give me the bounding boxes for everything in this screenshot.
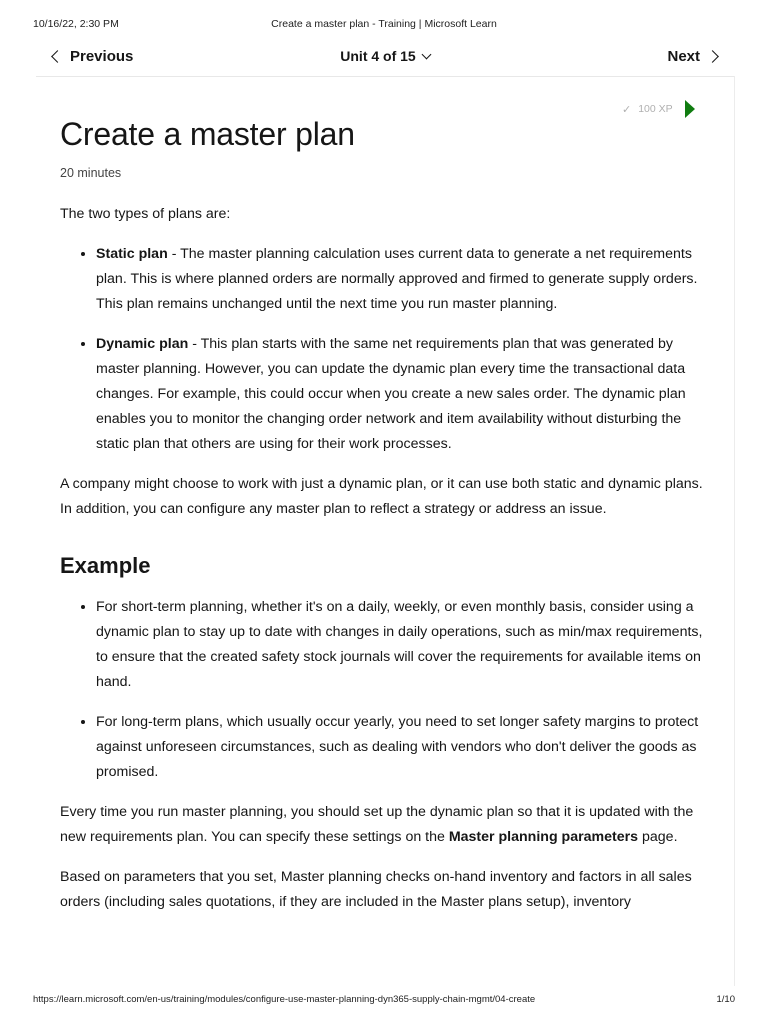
next-button[interactable] xyxy=(667,48,720,65)
list-item xyxy=(96,242,716,317)
article-body xyxy=(60,202,716,930)
paragraph-text: page. xyxy=(638,829,678,845)
play-icon xyxy=(685,100,695,118)
plan-term: Dynamic plan xyxy=(96,336,189,352)
page-number: 1/10 xyxy=(716,994,735,1005)
plan-description: - The master planning calculation uses current data to generate a net requirements plan. This is where planned orders are normally approved and firmed to generate supply orders. This plan remains unchanged until the next time you run master planning. xyxy=(96,246,698,312)
page-title: Create a master plan xyxy=(60,116,355,152)
parameters-page-name: Master planning parameters xyxy=(448,829,639,845)
unit-indicator: Unit 4 of 15 xyxy=(340,48,416,64)
next-label: Next xyxy=(667,48,700,65)
plan-term: Static plan xyxy=(96,246,168,262)
print-page-title: Create a master plan - Training | Microsoft Learn xyxy=(271,18,497,30)
chevron-right-icon xyxy=(706,50,719,63)
content-divider xyxy=(734,76,735,986)
examples-list xyxy=(60,595,716,785)
chevron-down-icon xyxy=(421,50,431,60)
unit-selector[interactable] xyxy=(340,48,429,64)
list-item: • For short-term planning, whether it's on a daily, weekly, or even monthly basis, consider using a dynamic plan to stay up to date with changes in daily operations, such as min/max requirements, to ensure that the created safety stock journals will cover the requirements for available items on hand. xyxy=(96,595,716,695)
xp-progress xyxy=(622,100,695,118)
unit-navigation xyxy=(36,44,734,77)
plan-types-list xyxy=(60,242,716,457)
duration: 20 minutes xyxy=(60,166,122,180)
example-heading: Example xyxy=(60,553,151,578)
previous-button[interactable] xyxy=(50,48,133,65)
xp-value: 100 XP xyxy=(638,103,673,115)
intro-paragraph: The two types of plans are: xyxy=(60,206,231,222)
unit-selector-container xyxy=(36,48,734,64)
previous-label: Previous xyxy=(70,48,134,65)
list-item: • For long-term plans, which usually occur yearly, you need to set longer safety margins to protect against unforeseen circumstances, such as dealing with vendors who don't deliver the goods as promised. xyxy=(96,710,716,785)
based-on-paragraph: Based on parameters that you set, Master planning checks on-hand inventory and factors in all sales orders (including sales quotations, if they are included in the Master plans setup), inventory xyxy=(60,869,692,910)
plan-description: - This plan starts with the same net requirements plan that was generated by master planning. However, you can update the dynamic plan every time the transactional data changes. For example, this could occur when you create a new sales order. The dynamic plan enables you to monitor the changing order network and item availability without disturbing the static plan that others are using for their work processes. xyxy=(96,336,686,452)
print-datetime: 10/16/22, 2:30 PM xyxy=(33,18,119,30)
parameters-paragraph xyxy=(60,800,716,850)
company-paragraph: A company might choose to work with just a dynamic plan, or it can use both static and dynamic plans. In addition, you can configure any master plan to reflect a strategy or address an issue. xyxy=(60,476,703,517)
print-header xyxy=(0,18,768,32)
paragraph-text: Every time you run master planning, you should set up the dynamic plan so that it is updated with the new requirements plan. You can specify these settings on the xyxy=(60,804,694,845)
page-url: https://learn.microsoft.com/en-us/training/modules/configure-use-master-planning-dyn365-supply-chain-mgmt/04-create xyxy=(33,994,536,1005)
list-item xyxy=(96,332,716,457)
chevron-left-icon xyxy=(51,50,64,63)
check-icon: ✓ xyxy=(622,103,632,116)
